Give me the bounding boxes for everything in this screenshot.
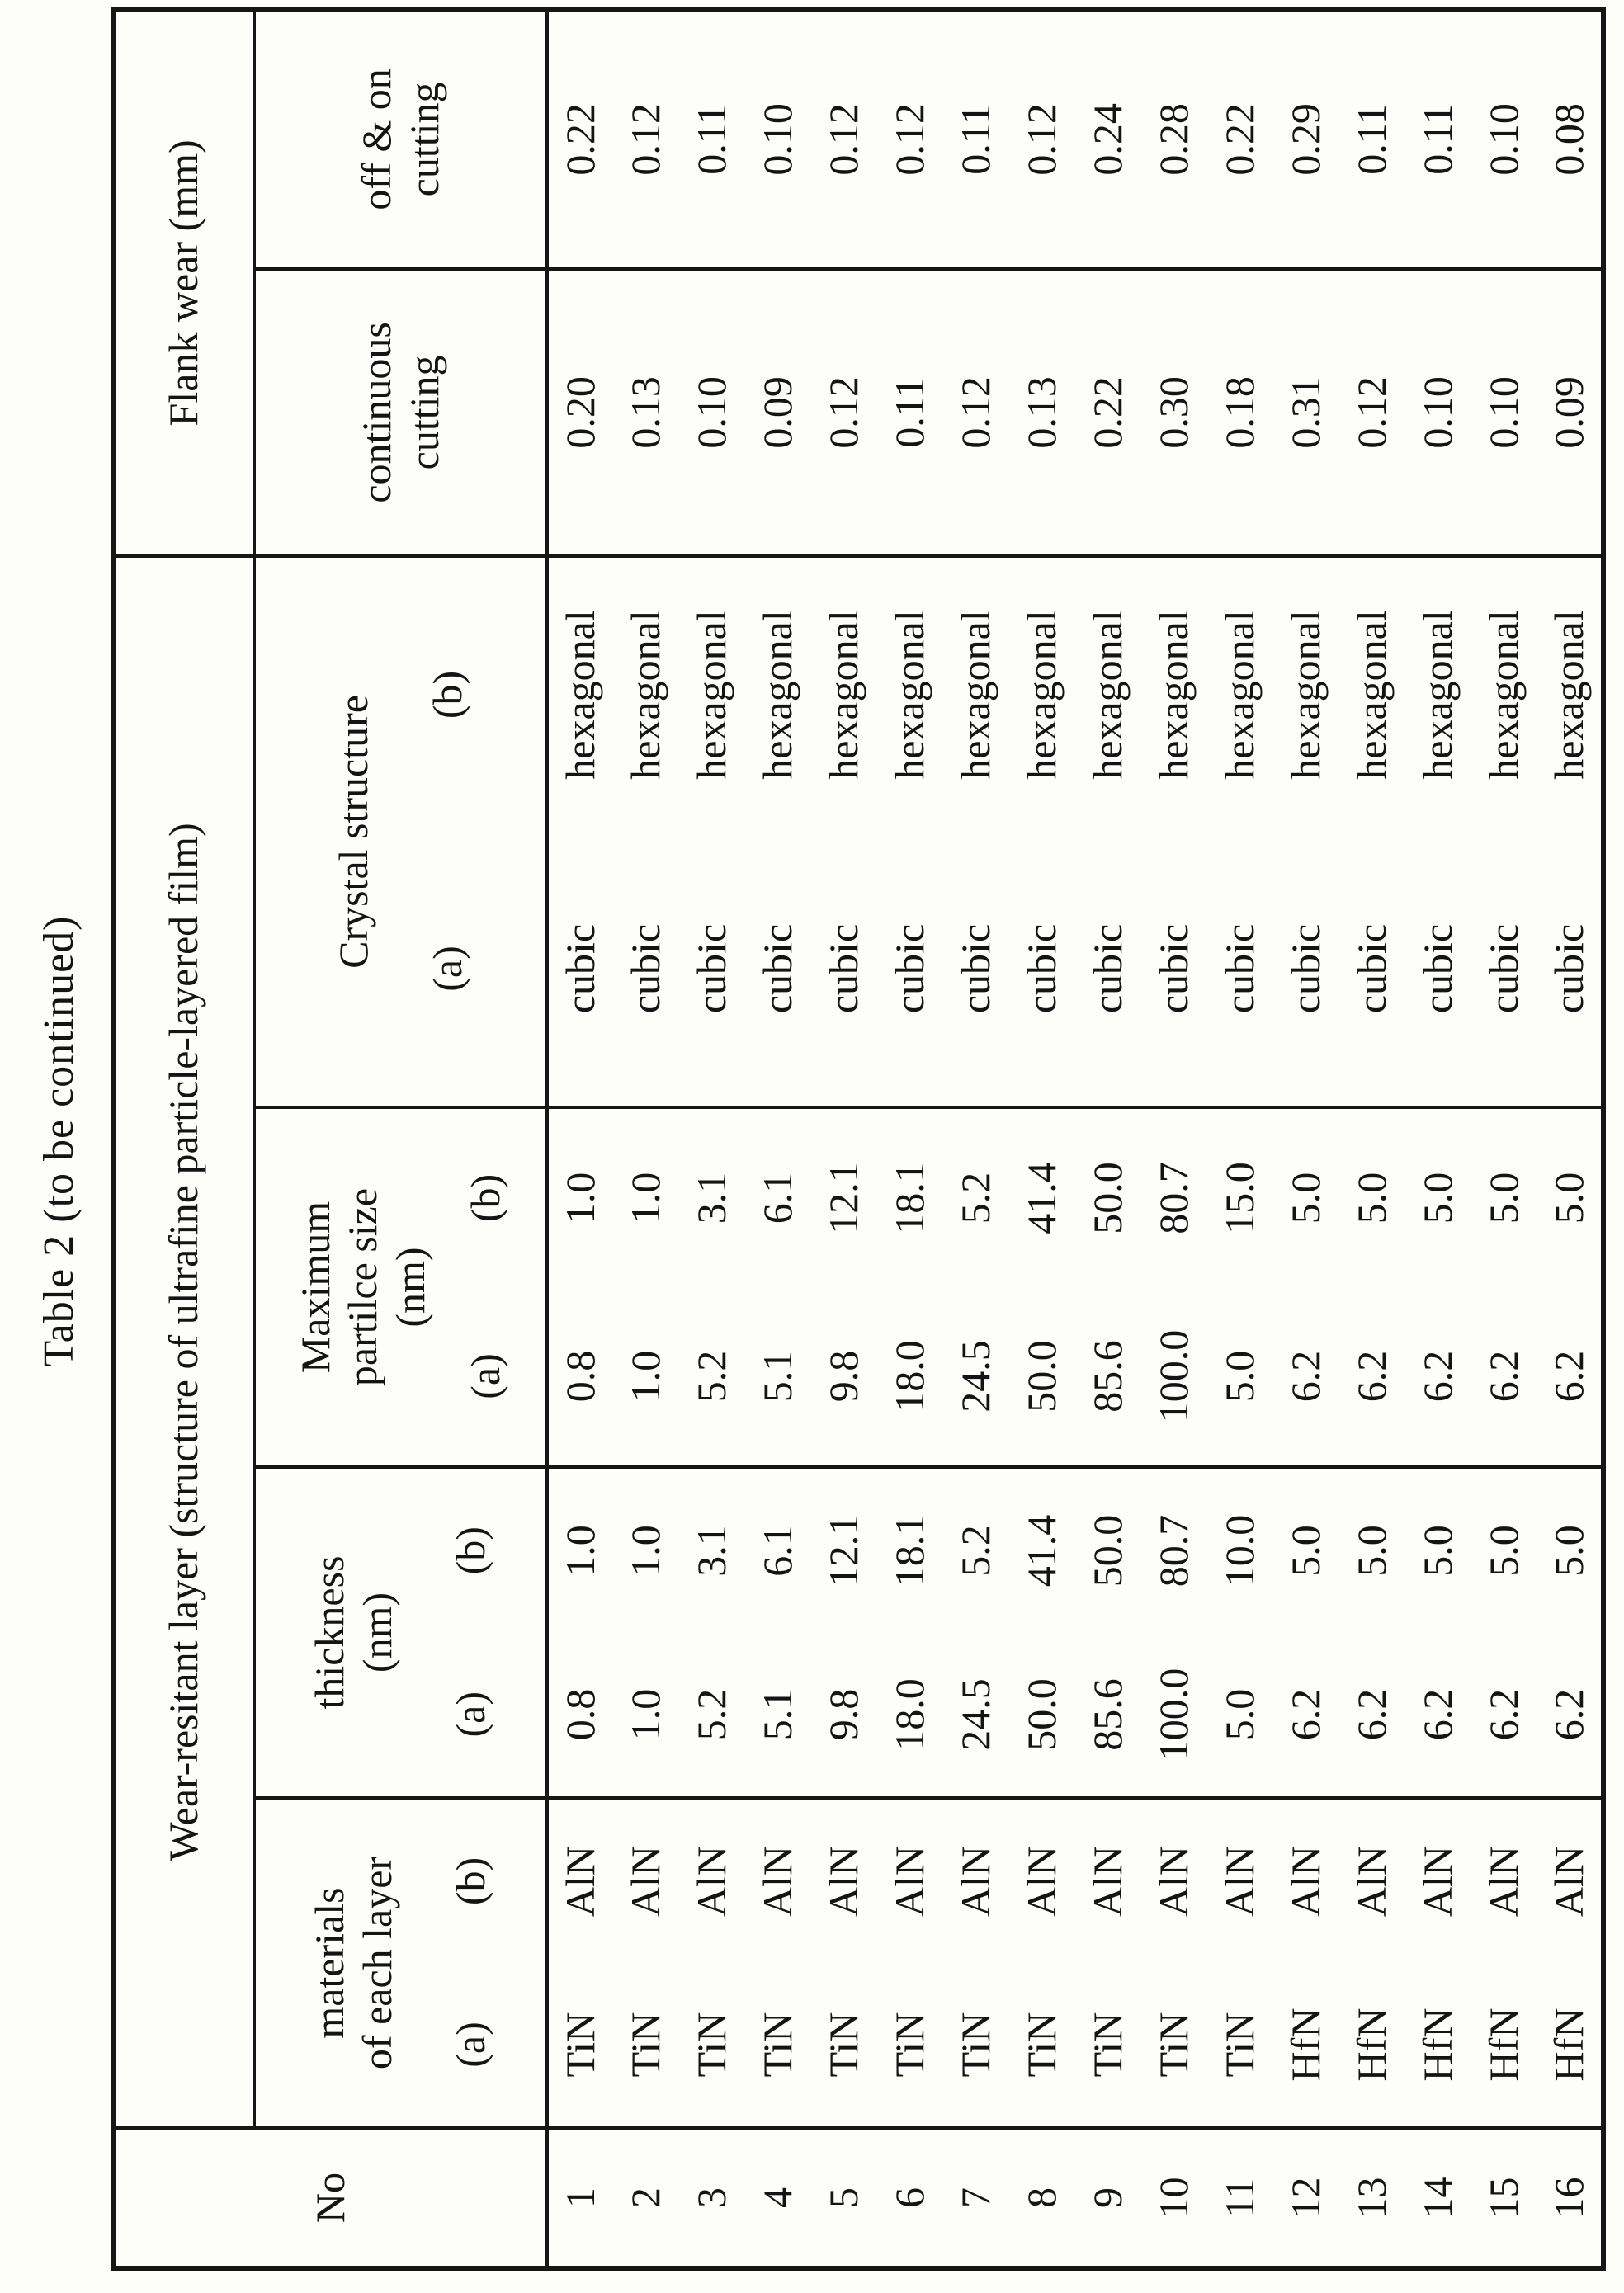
cell-material-b: AlN	[1537, 1798, 1603, 1963]
cell-material-b: AlN	[1339, 1798, 1405, 1963]
cell-crystal-a: cubic	[754, 923, 801, 1014]
cell-material-a: TiN	[557, 2012, 604, 2078]
cell-crystal-b: hexagonal	[1273, 556, 1339, 832]
header-max-particle-a: (a)	[462, 1353, 508, 1399]
header-no: No	[113, 2128, 547, 2268]
cell-wear-continuous: 0.11	[877, 269, 943, 556]
cell-particle-b: 50.0	[1075, 1107, 1141, 1287]
header-continuous-cutting	[254, 269, 547, 556]
table-row	[679, 9, 745, 2268]
cell-no: 5	[811, 2128, 877, 2268]
cell-particle-a: 6.2	[1545, 1350, 1592, 1403]
cell-no: 1	[547, 2128, 613, 2268]
cell-particle-b: 1.0	[613, 1107, 679, 1287]
header-max-particle-size	[254, 1107, 547, 1467]
cell-wear-continuous: 0.12	[811, 269, 877, 556]
cell-wear-off-on: 0.08	[1545, 103, 1592, 176]
group-header-row	[113, 9, 254, 2268]
cell-wear-continuous: 0.09	[745, 269, 811, 556]
cell-crystal-a: cubic	[952, 923, 999, 1014]
cell-no: 11	[1207, 2128, 1273, 2268]
cell-wear-continuous: 0.10	[679, 269, 745, 556]
table-row	[1207, 9, 1273, 2268]
cell-material-b: AlN	[1141, 1798, 1207, 1963]
table-row	[1009, 9, 1075, 2268]
cell-no: 4	[745, 2128, 811, 2268]
cell-crystal-a: cubic	[622, 923, 669, 1014]
table-row	[1471, 9, 1537, 2268]
cell-crystal-a: cubic	[1150, 923, 1197, 1014]
cell-crystal-b: hexagonal	[1075, 556, 1141, 832]
header-crystal-b: (b)	[423, 670, 470, 720]
cell-no: 6	[877, 2128, 943, 2268]
table-row	[877, 9, 943, 2268]
cell-wear-off-on: 0.22	[557, 103, 604, 176]
cell-thickness-b: 10.0	[1207, 1467, 1273, 1633]
cell-material-a: HfN	[1545, 2008, 1592, 2082]
cell-crystal-a: cubic	[1216, 923, 1263, 1014]
cell-thickness-b: 1.0	[613, 1467, 679, 1633]
cell-material-a: HfN	[1480, 2008, 1527, 2082]
header-crystal-structure	[254, 556, 547, 1107]
table-row	[1537, 9, 1603, 2268]
cell-thickness-a: 1.0	[622, 1688, 669, 1741]
cell-crystal-a: cubic	[820, 923, 867, 1014]
cell-material-b: AlN	[547, 1798, 613, 1963]
cell-crystal-b: hexagonal	[811, 556, 877, 832]
header-thickness-line1: thickness	[306, 1555, 353, 1710]
cell-thickness-a: 5.1	[754, 1688, 801, 1741]
cell-wear-off-on: 0.12	[622, 103, 669, 176]
header-max-particle-line3: (nm)	[386, 1247, 433, 1328]
cell-no: 14	[1405, 2128, 1471, 2268]
table-body	[547, 9, 1603, 2268]
header-materials	[254, 1798, 547, 2128]
header-max-particle-line1: Maximum	[291, 1201, 338, 1374]
cell-wear-continuous: 0.12	[943, 269, 1009, 556]
cell-wear-off-on: 0.10	[754, 103, 801, 176]
cell-particle-b: 18.1	[877, 1107, 943, 1287]
cell-material-b: AlN	[1471, 1798, 1537, 1963]
cell-material-a: TiN	[1216, 2012, 1263, 2078]
cell-thickness-a: 5.0	[1216, 1688, 1263, 1741]
cell-material-b: AlN	[877, 1798, 943, 1963]
cell-no: 10	[1141, 2128, 1207, 2268]
table-head	[113, 9, 547, 2268]
cell-crystal-b: hexagonal	[943, 556, 1009, 832]
cell-material-a: HfN	[1282, 2008, 1329, 2082]
header-thickness	[254, 1467, 547, 1798]
cell-material-a: TiN	[820, 2012, 867, 2078]
cell-crystal-b: hexagonal	[1471, 556, 1537, 832]
cell-thickness-a: 6.2	[1348, 1688, 1395, 1741]
cell-crystal-b: hexagonal	[1141, 556, 1207, 832]
cell-particle-a: 5.1	[754, 1350, 801, 1403]
cell-thickness-a: 6.2	[1545, 1688, 1592, 1741]
header-thickness-line2: (nm)	[353, 1592, 400, 1673]
cell-particle-a: 18.0	[886, 1340, 933, 1413]
header-wear-resistant-layer: Wear-resitant layer (structure of ultrafine particle-layered film)	[113, 556, 254, 2128]
cell-particle-b: 5.0	[1273, 1107, 1339, 1287]
cell-particle-a: 9.8	[820, 1350, 867, 1403]
cell-material-a: TiN	[754, 2012, 801, 2078]
cell-thickness-b: 5.0	[1339, 1467, 1405, 1633]
cell-crystal-a: cubic	[1348, 923, 1395, 1014]
cell-crystal-a: cubic	[1414, 923, 1461, 1014]
cell-particle-b: 15.0	[1207, 1107, 1273, 1287]
cell-particle-a: 85.6	[1084, 1340, 1131, 1413]
cell-particle-a: 24.5	[952, 1340, 999, 1413]
cell-material-a: TiN	[1018, 2012, 1065, 2078]
cell-crystal-a: cubic	[1282, 923, 1329, 1014]
cell-particle-a: 6.2	[1414, 1350, 1461, 1403]
cell-particle-b: 41.4	[1009, 1107, 1075, 1287]
table-title: Table 2 (to be continued)	[35, 915, 83, 1367]
cell-particle-b: 5.2	[943, 1107, 1009, 1287]
header-thickness-a: (a)	[447, 1691, 494, 1738]
cell-material-b: AlN	[1273, 1798, 1339, 1963]
cell-particle-a: 5.2	[688, 1350, 735, 1403]
cell-material-a: TiN	[1150, 2012, 1197, 2078]
header-off-on-line1: off & on	[353, 68, 399, 210]
cell-wear-off-on: 0.11	[952, 104, 999, 175]
cell-material-b: AlN	[1207, 1798, 1273, 1963]
cell-wear-off-on: 0.12	[820, 103, 867, 176]
cell-thickness-b: 80.7	[1141, 1467, 1207, 1633]
cell-no: 3	[679, 2128, 745, 2268]
cell-thickness-b: 5.0	[1537, 1467, 1603, 1633]
cell-material-b: AlN	[613, 1798, 679, 1963]
cell-thickness-b: 5.0	[1405, 1467, 1471, 1633]
cell-thickness-a: 100.0	[1150, 1668, 1197, 1762]
cell-no: 9	[1075, 2128, 1141, 2268]
cell-crystal-b: hexagonal	[1009, 556, 1075, 832]
header-max-particle-line2: partilce size	[339, 1187, 385, 1387]
cell-material-b: AlN	[679, 1798, 745, 1963]
cell-crystal-a: cubic	[1084, 923, 1131, 1014]
cell-particle-a: 50.0	[1018, 1340, 1065, 1413]
cell-crystal-a: cubic	[1480, 923, 1527, 1014]
cell-particle-b: 5.0	[1339, 1107, 1405, 1287]
header-max-particle-b: (b)	[462, 1173, 508, 1223]
cell-thickness-a: 18.0	[886, 1678, 933, 1751]
sub-header-row	[254, 9, 547, 2268]
table-row	[613, 9, 679, 2268]
cell-crystal-b: hexagonal	[547, 556, 613, 832]
table-row	[745, 9, 811, 2268]
cell-material-b: AlN	[745, 1798, 811, 1963]
cell-material-a: HfN	[1348, 2008, 1395, 2082]
cell-particle-a: 5.0	[1216, 1350, 1263, 1403]
cell-crystal-b: hexagonal	[1405, 556, 1471, 832]
header-thickness-b: (b)	[447, 1526, 494, 1575]
cell-wear-continuous: 0.13	[1009, 269, 1075, 556]
header-off-on-line2: cutting	[400, 82, 447, 197]
header-materials-b: (b)	[447, 1857, 494, 1906]
cell-material-a: HfN	[1414, 2008, 1461, 2082]
cell-thickness-a: 6.2	[1414, 1688, 1461, 1741]
cell-wear-off-on: 0.29	[1282, 103, 1329, 176]
cell-wear-continuous: 0.12	[1339, 269, 1405, 556]
cell-thickness-b: 18.1	[877, 1467, 943, 1633]
table-row	[1405, 9, 1471, 2268]
header-materials-a: (a)	[447, 2022, 494, 2068]
table-row	[1075, 9, 1141, 2268]
cell-wear-off-on: 0.24	[1084, 103, 1131, 176]
cell-thickness-b: 3.1	[679, 1467, 745, 1633]
cell-crystal-a: cubic	[886, 923, 933, 1014]
table-row	[1339, 9, 1405, 2268]
cell-crystal-a: cubic	[557, 923, 604, 1014]
cell-no: 16	[1537, 2128, 1603, 2268]
cell-material-a: TiN	[1084, 2012, 1131, 2078]
cell-particle-b: 12.1	[811, 1107, 877, 1287]
cell-no: 15	[1471, 2128, 1537, 2268]
cell-wear-continuous: 0.13	[613, 269, 679, 556]
cell-wear-off-on: 0.11	[1348, 104, 1395, 175]
cell-wear-continuous: 0.22	[1075, 269, 1141, 556]
cell-material-a: TiN	[886, 2012, 933, 2078]
cell-wear-continuous: 0.20	[547, 269, 613, 556]
cell-particle-a: 1.0	[622, 1350, 669, 1403]
cell-no: 12	[1273, 2128, 1339, 2268]
table-row	[1273, 9, 1339, 2268]
cell-particle-b: 80.7	[1141, 1107, 1207, 1287]
cell-material-b: AlN	[1075, 1798, 1141, 1963]
cell-thickness-b: 41.4	[1009, 1467, 1075, 1633]
cell-thickness-b: 1.0	[547, 1467, 613, 1633]
cell-wear-off-on: 0.11	[1414, 104, 1461, 175]
cell-material-b: AlN	[943, 1798, 1009, 1963]
cell-crystal-b: hexagonal	[745, 556, 811, 832]
cell-particle-a: 0.8	[557, 1350, 604, 1403]
cell-wear-off-on: 0.22	[1216, 103, 1263, 176]
cell-thickness-a: 9.8	[820, 1688, 867, 1741]
cell-crystal-b: hexagonal	[1537, 556, 1603, 832]
cell-thickness-a: 0.8	[557, 1688, 604, 1741]
cell-wear-off-on: 0.11	[688, 104, 735, 175]
table-row	[811, 9, 877, 2268]
cell-particle-a: 100.0	[1150, 1329, 1197, 1423]
cell-thickness-a: 24.5	[952, 1678, 999, 1751]
cell-no: 7	[943, 2128, 1009, 2268]
cell-particle-b: 5.0	[1405, 1107, 1471, 1287]
cell-thickness-b: 5.0	[1273, 1467, 1339, 1633]
header-crystal-line1: Crystal structure	[330, 695, 376, 969]
header-continuous-line2: cutting	[400, 355, 447, 470]
cell-particle-b: 3.1	[679, 1107, 745, 1287]
cell-crystal-a: cubic	[1018, 923, 1065, 1014]
cell-crystal-b: hexagonal	[613, 556, 679, 832]
cell-wear-continuous: 0.10	[1471, 269, 1537, 556]
table-row	[943, 9, 1009, 2268]
cell-wear-off-on: 0.12	[1018, 103, 1065, 176]
cell-crystal-a: cubic	[1545, 923, 1592, 1014]
cell-thickness-a: 85.6	[1084, 1678, 1131, 1751]
cell-material-a: TiN	[688, 2012, 735, 2078]
wear-resistant-layer-table	[111, 7, 1606, 2271]
header-flank-wear: Flank wear (mm)	[113, 9, 254, 556]
cell-material-a: TiN	[952, 2012, 999, 2078]
cell-no: 8	[1009, 2128, 1075, 2268]
cell-particle-b: 5.0	[1471, 1107, 1537, 1287]
cell-wear-continuous: 0.30	[1141, 269, 1207, 556]
header-materials-line2: of each layer	[353, 1856, 400, 2070]
cell-crystal-b: hexagonal	[877, 556, 943, 832]
cell-no: 13	[1339, 2128, 1405, 2268]
cell-particle-b: 5.0	[1537, 1107, 1603, 1287]
header-materials-line1: materials	[306, 1887, 353, 2039]
cell-crystal-b: hexagonal	[1207, 556, 1273, 832]
cell-thickness-a: 5.2	[688, 1688, 735, 1741]
cell-wear-off-on: 0.12	[886, 103, 933, 176]
cell-particle-b: 6.1	[745, 1107, 811, 1287]
cell-material-b: AlN	[1009, 1798, 1075, 1963]
cell-particle-a: 6.2	[1480, 1350, 1527, 1403]
cell-thickness-a: 50.0	[1018, 1678, 1065, 1751]
cell-thickness-a: 6.2	[1480, 1688, 1527, 1741]
table-row	[1141, 9, 1207, 2268]
cell-no: 2	[613, 2128, 679, 2268]
cell-thickness-b: 6.1	[745, 1467, 811, 1633]
cell-material-b: AlN	[1405, 1798, 1471, 1963]
cell-material-b: AlN	[811, 1798, 877, 1963]
cell-wear-continuous: 0.18	[1207, 269, 1273, 556]
cell-crystal-b: hexagonal	[679, 556, 745, 832]
cell-wear-continuous: 0.31	[1273, 269, 1339, 556]
cell-wear-off-on: 0.10	[1480, 103, 1527, 176]
cell-thickness-b: 5.2	[943, 1467, 1009, 1633]
table-row	[547, 9, 613, 2268]
header-continuous-line1: continuous	[353, 322, 399, 503]
cell-crystal-a: cubic	[688, 923, 735, 1014]
cell-thickness-a: 6.2	[1282, 1688, 1329, 1741]
cell-crystal-b: hexagonal	[1339, 556, 1405, 832]
cell-wear-off-on: 0.28	[1150, 103, 1197, 176]
cell-particle-a: 6.2	[1348, 1350, 1395, 1403]
cell-wear-continuous: 0.09	[1537, 269, 1603, 556]
cell-particle-b: 1.0	[547, 1107, 613, 1287]
cell-wear-continuous: 0.10	[1405, 269, 1471, 556]
cell-particle-a: 6.2	[1282, 1350, 1329, 1403]
cell-thickness-b: 50.0	[1075, 1467, 1141, 1633]
header-off-on-cutting	[254, 9, 547, 269]
header-crystal-a: (a)	[423, 946, 470, 992]
cell-material-a: TiN	[622, 2012, 669, 2078]
cell-thickness-b: 12.1	[811, 1467, 877, 1633]
cell-thickness-b: 5.0	[1471, 1467, 1537, 1633]
